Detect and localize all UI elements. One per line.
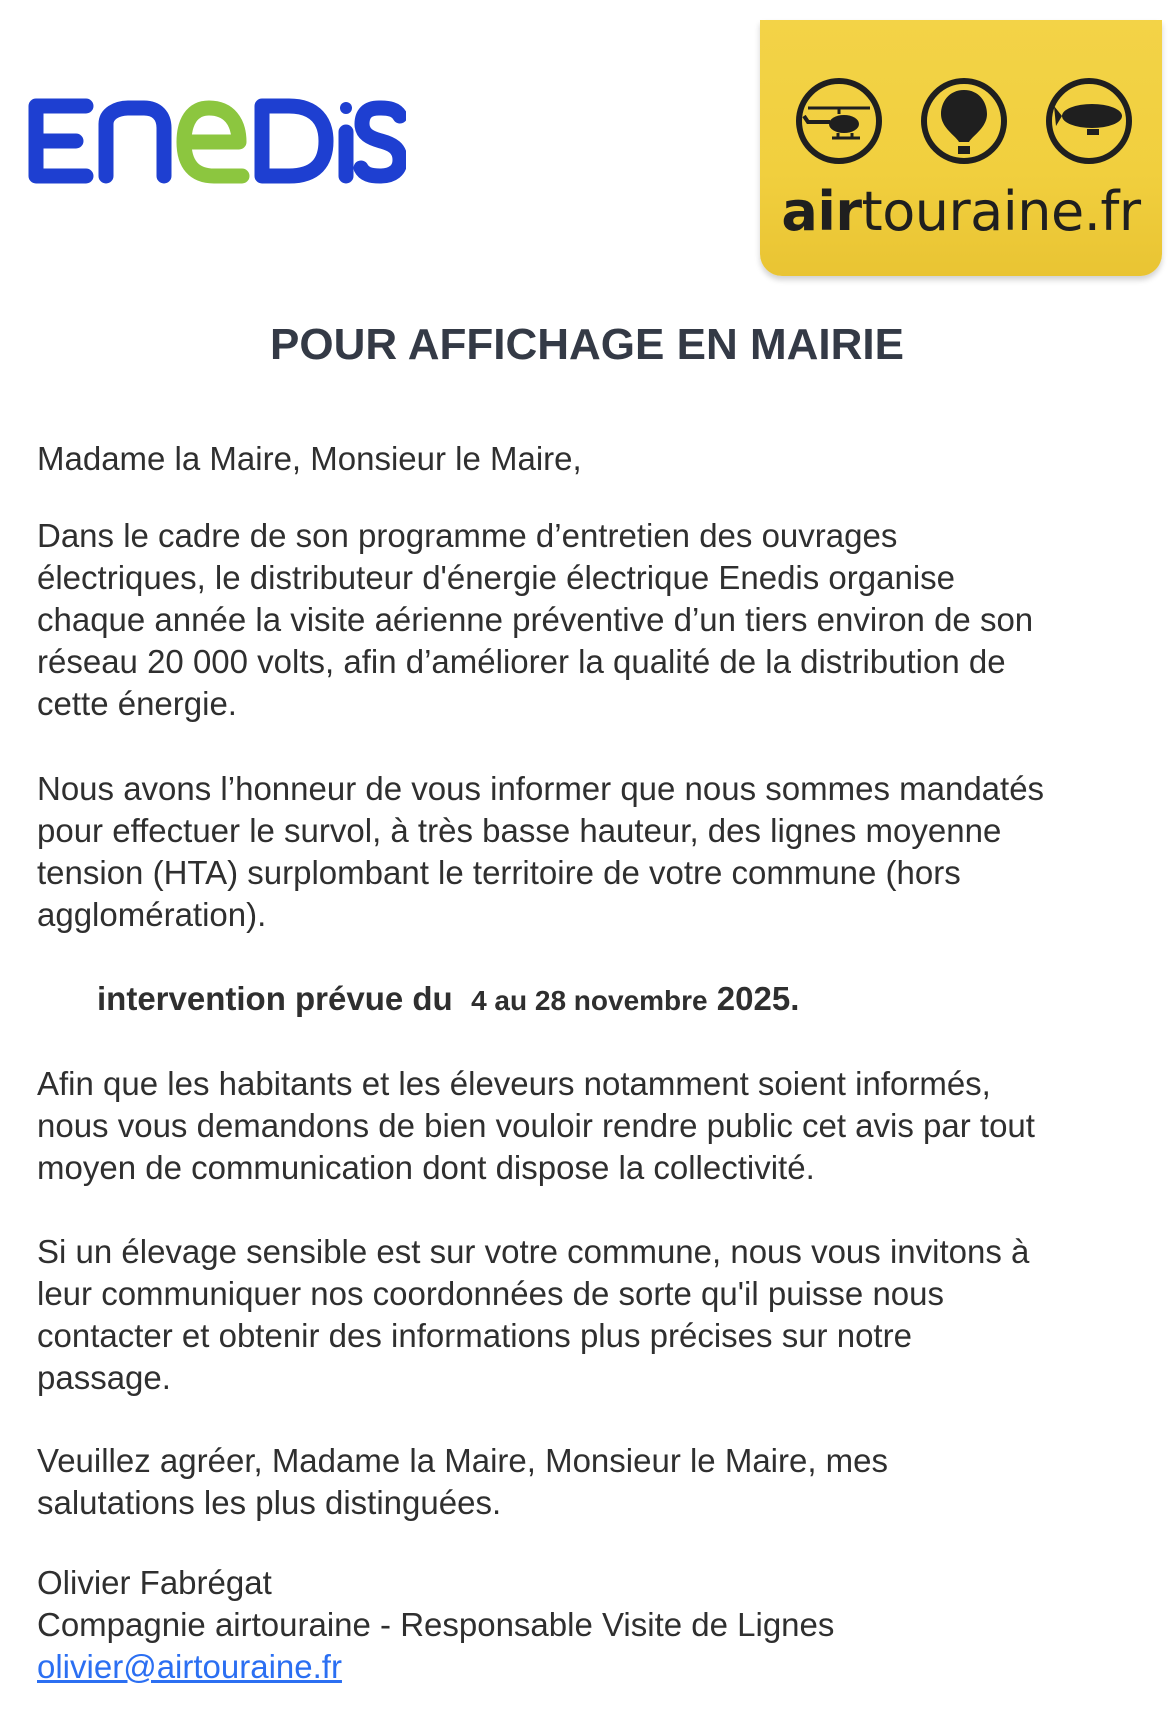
paragraph-4: Si un élevage sensible est sur votre commune, nous vous invitons à leur communiquer nos coordonnées de sorte qu'il puisse nous contacter et obtenir des informations plus précises sur notre passage. (37, 1233, 1030, 1396)
helicopter-icon (799, 81, 879, 161)
intervention-year: 2025. (716, 980, 800, 1017)
paragraph-3: Afin que les habitants et les éleveurs notamment soient informés, nous vous demandons de bien vouloir rendre public cet avis par tout moyen de communication dont dispose la collectivité. (37, 1065, 1035, 1186)
paragraph-1: Dans le cadre de son programme d’entretien des ouvrages électriques, le distributeur d'énergie électrique Enedis organise chaque année la visite aérienne préventive d’un tiers environ de son réseau 20 000 volts, afin d’améliorer la qualité de la distribution de cette énergie. (37, 517, 1034, 722)
email-link[interactable]: olivier@airtouraine.fr (37, 1648, 342, 1685)
airtouraine-wordmark: airtouraine.fr (781, 180, 1141, 243)
airtouraine-icons (794, 76, 1134, 166)
salutation: Madame la Maire, Monsieur le Maire, (37, 440, 582, 477)
paragraph-2: Nous avons l’honneur de vous informer que nous sommes mandatés pour effectuer le survol, à très basse hauteur, des lignes moyenne tension (HTA) surplombant le territoire de votre commune (hors agglomération). (37, 770, 1045, 933)
page-title: POUR AFFICHAGE EN MAIRIE (270, 320, 904, 369)
airship-icon (1049, 81, 1129, 161)
enedis-logo (24, 94, 406, 188)
signature-role: Compagnie airtouraine - Responsable Visite de Lignes (37, 1606, 835, 1643)
signature-block (37, 1562, 834, 1688)
intervention-label: intervention prévue du (97, 980, 453, 1017)
paragraph-5: Veuillez agréer, Madame la Maire, Monsieur le Maire, mes salutations les plus distinguées. (37, 1442, 889, 1521)
hot-air-balloon-icon (924, 81, 1004, 161)
signature-name: Olivier Fabrégat (37, 1564, 272, 1601)
intervention-date-range: 4 au 28 novembre (471, 985, 708, 1016)
airtouraine-logo (760, 20, 1162, 276)
intervention-dates (97, 978, 799, 1022)
